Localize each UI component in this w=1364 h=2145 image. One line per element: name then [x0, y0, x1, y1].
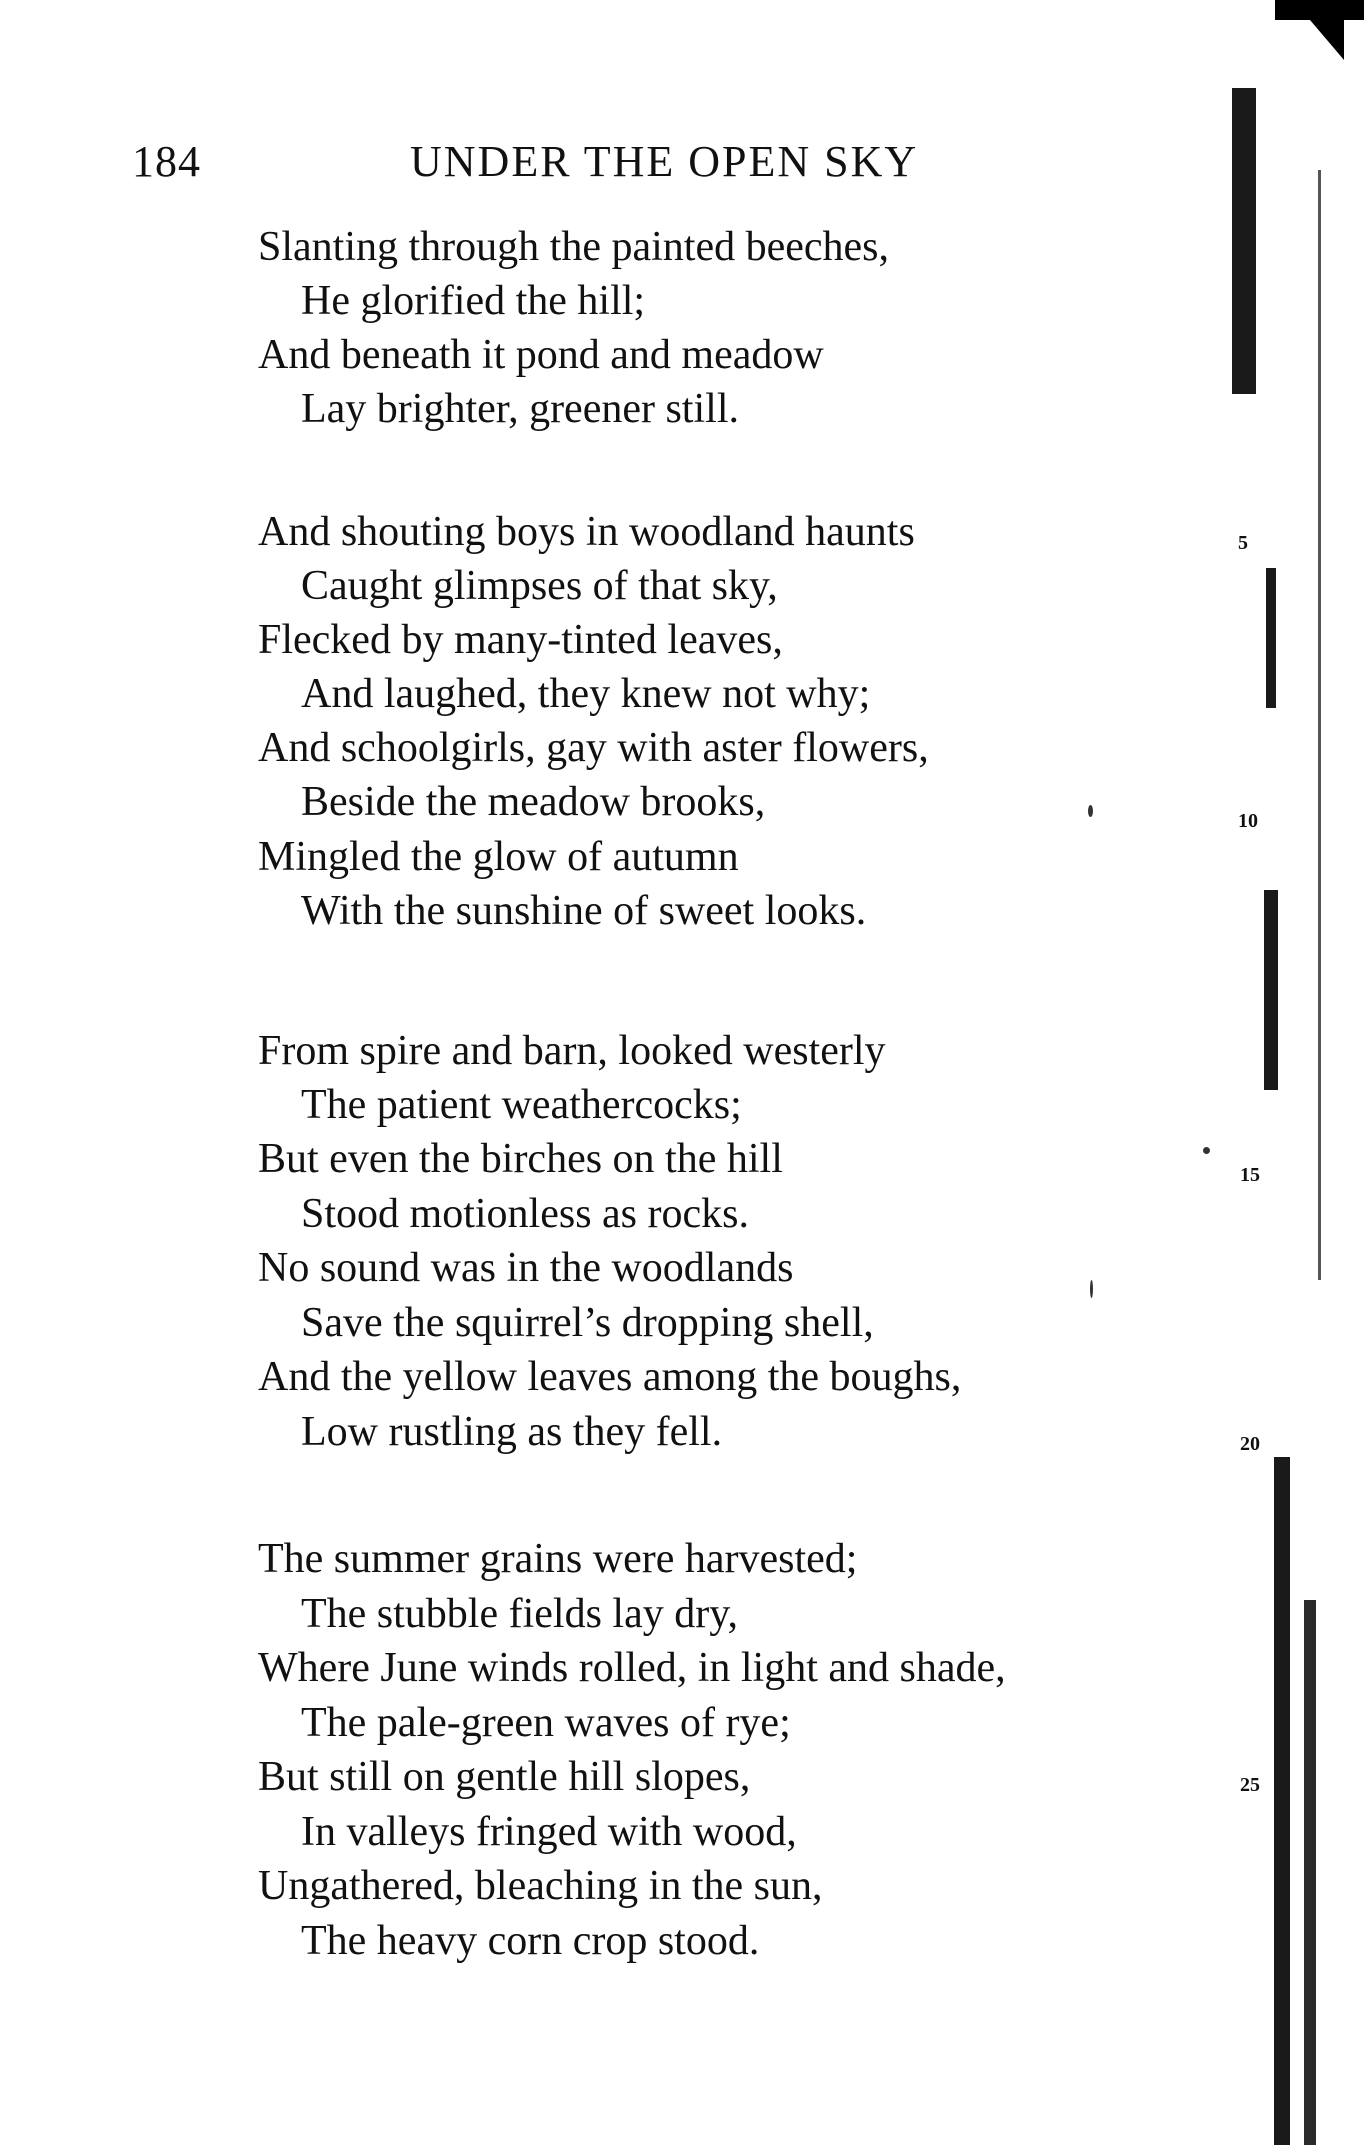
poem-line: Ungathered, bleaching in the sun,: [258, 1863, 823, 1909]
poem-line: Caught glimpses of that sky,: [301, 563, 778, 609]
poem-line: Beside the meadow brooks,: [301, 779, 766, 825]
poem-line: The stubble fields lay dry,: [301, 1591, 739, 1637]
margin-line-number: 25: [1240, 1774, 1260, 1796]
binding-shadow: [1180, 0, 1364, 2145]
poem-line: Stood motionless as rocks.: [301, 1191, 749, 1237]
poem-line: The summer grains were harvested;: [258, 1536, 858, 1582]
poem-line: And schoolgirls, gay with aster flowers,: [258, 725, 929, 771]
poem-line: Slanting through the painted beeches,: [258, 224, 890, 270]
poem-line: And shouting boys in woodland haunts: [258, 509, 915, 555]
scan-speck: [1088, 805, 1093, 817]
poem-line: But even the birches on the hill: [258, 1136, 783, 1182]
poem-line: With the sunshine of sweet looks.: [301, 888, 867, 934]
poem-line: In valleys fringed with wood,: [301, 1809, 797, 1855]
poem-line: And laughed, they knew not why;: [301, 671, 871, 717]
poem-line: Where June winds rolled, in light and shade,: [258, 1645, 1006, 1691]
poem-line: Lay brighter, greener still.: [301, 386, 739, 432]
poem-line: But still on gentle hill slopes,: [258, 1754, 751, 1800]
poem-line: Flecked by many-tinted leaves,: [258, 617, 783, 663]
running-head: UNDER THE OPEN SKY: [410, 137, 919, 186]
poem-line: He glorified the hill;: [301, 278, 646, 324]
poem-line: No sound was in the woodlands: [258, 1245, 794, 1291]
margin-line-number: 15: [1240, 1164, 1260, 1186]
margin-line-number: 5: [1238, 532, 1248, 554]
poem-line: Low rustling as they fell.: [301, 1409, 723, 1455]
scan-speck: [1090, 1280, 1093, 1298]
poem-line: The patient weathercocks;: [301, 1082, 742, 1128]
poem-line: From spire and barn, looked westerly: [258, 1028, 886, 1074]
margin-line-number: 10: [1238, 810, 1258, 832]
page-header: [0, 0, 1364, 200]
poem-line: And the yellow leaves among the boughs,: [258, 1354, 962, 1400]
poem-line: The heavy corn crop stood.: [301, 1918, 760, 1964]
poem-line: The pale-green waves of rye;: [301, 1700, 791, 1746]
poem-line: Save the squirrel’s dropping shell,: [301, 1300, 874, 1346]
poem-line: And beneath it pond and meadow: [258, 332, 824, 378]
poem-line: Mingled the glow of autumn: [258, 834, 739, 880]
page-number: 184: [132, 137, 201, 186]
margin-line-number: 20: [1240, 1433, 1260, 1455]
